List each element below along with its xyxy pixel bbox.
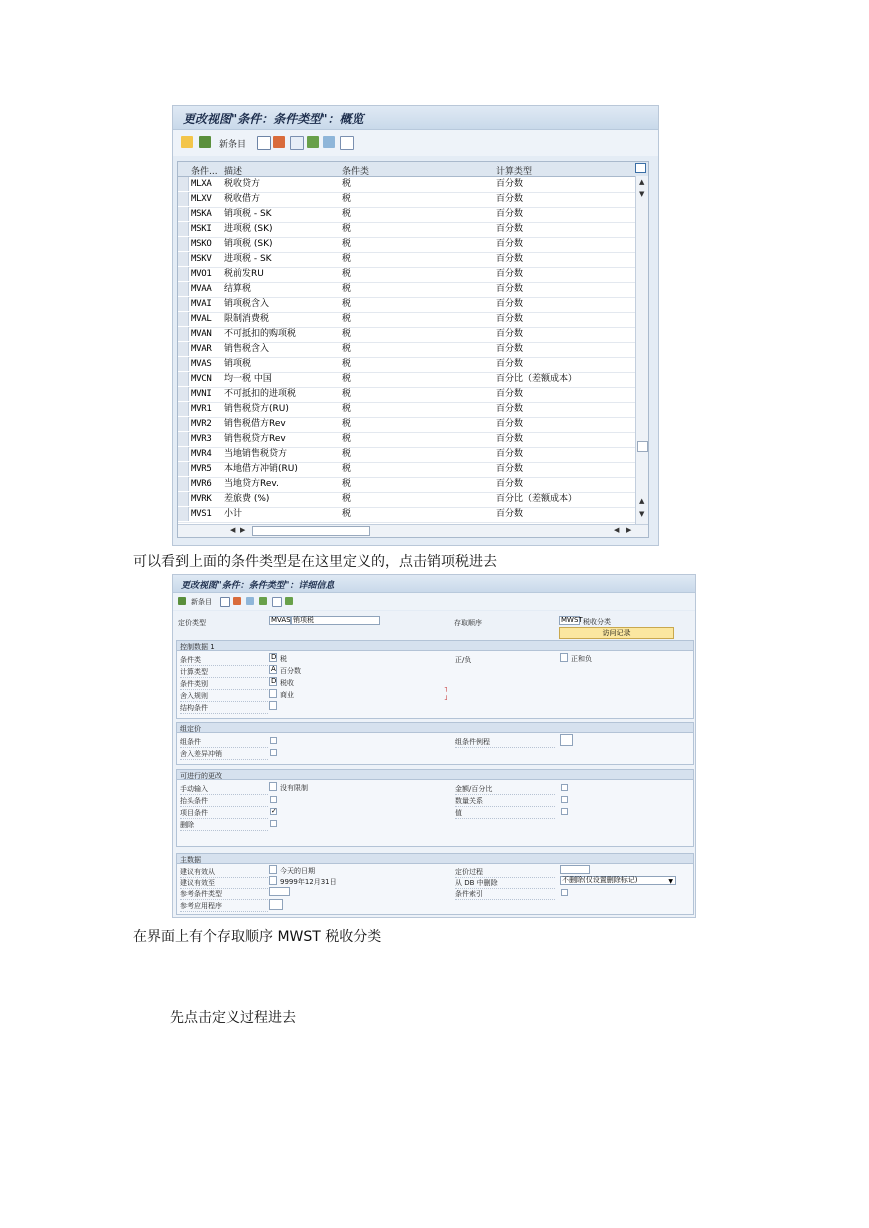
row-selector[interactable] <box>178 237 189 251</box>
quantity-relation-label: 数量关系 <box>455 796 555 807</box>
condition-class-cell: 税 <box>342 269 352 279</box>
condition-class-cell: 税 <box>342 389 352 399</box>
condition-code-cell[interactable]: MVAS <box>191 359 212 369</box>
group-control-data <box>176 640 694 719</box>
valid-to-input[interactable] <box>269 876 277 885</box>
valid-from-text: 今天的日期 <box>280 867 315 875</box>
table-row[interactable] <box>178 462 636 478</box>
calculation-type-cell: 百分比（差额成本） <box>496 374 578 384</box>
title-bar <box>173 106 658 130</box>
condition-code-cell[interactable]: MVCN <box>191 374 212 384</box>
calculation-type-cell: 百分数 <box>496 329 524 339</box>
reference-application-label: 参考应用程序 <box>180 901 268 912</box>
table-row[interactable] <box>178 297 636 313</box>
condition-type-input[interactable]: MVAS <box>271 616 291 624</box>
detail-form <box>173 611 695 918</box>
display-change-icon[interactable] <box>178 597 186 605</box>
group-master-data <box>176 853 694 915</box>
condition-code-cell[interactable]: MVNI <box>191 389 212 399</box>
column-header-condition[interactable]: 条件... <box>191 167 218 177</box>
condition-types-table <box>177 161 649 538</box>
group-title: 组定价 <box>180 725 201 733</box>
valid-from-label: 建议有效从 <box>180 867 268 878</box>
new-entries-button[interactable]: 新条目 <box>191 598 212 606</box>
description-cell: 税收贷方 <box>224 179 261 189</box>
delete-from-db-select[interactable] <box>560 876 676 885</box>
description-cell: 进项税 - SK <box>224 254 272 264</box>
valid-to-label: 建议有效至 <box>180 878 268 889</box>
select-block-icon[interactable] <box>323 136 335 148</box>
table-row[interactable] <box>178 267 636 283</box>
condition-code-cell[interactable]: MSKA <box>191 209 212 219</box>
condition-code-cell[interactable]: MLXA <box>191 179 212 189</box>
table-row[interactable] <box>178 237 636 253</box>
condition-code-cell[interactable]: MVR2 <box>191 419 212 429</box>
title-bar <box>173 575 695 593</box>
calculation-type-cell: 百分数 <box>496 464 524 474</box>
row-selector[interactable] <box>178 297 189 311</box>
edit-icon[interactable] <box>181 136 193 148</box>
column-header-condition-class[interactable]: 条件类 <box>342 167 370 177</box>
row-selector[interactable] <box>178 327 189 341</box>
table-row[interactable] <box>178 507 636 523</box>
caption-2: 在界面上有个存取顺序 MWST 税收分类 <box>133 929 382 945</box>
table-row[interactable] <box>178 342 636 358</box>
new-entries-button[interactable]: 新条目 <box>219 140 247 150</box>
calculation-type-cell: 百分数 <box>496 284 524 294</box>
toolbar <box>173 130 658 156</box>
condition-code-cell[interactable]: MVAR <box>191 344 212 354</box>
table-row[interactable] <box>178 327 636 343</box>
scroll-thumb[interactable] <box>252 526 370 536</box>
description-cell: 当地销售税贷方 <box>224 449 288 459</box>
row-selector[interactable] <box>178 207 189 221</box>
calculation-type-cell: 百分比（差额成本） <box>496 494 578 504</box>
value-checkbox[interactable] <box>561 808 568 815</box>
calculation-type-cell: 百分数 <box>496 509 524 519</box>
cursor-bracket-icon: ˥ <box>444 686 448 694</box>
calculation-type-cell: 百分数 <box>496 449 524 459</box>
calculation-type-cell: 百分数 <box>496 209 524 219</box>
group-condition-checkbox[interactable] <box>270 737 277 744</box>
structure-condition-label: 结构条件 <box>180 703 268 714</box>
header-condition-label: 抬头条件 <box>180 796 268 807</box>
condition-class-cell: 税 <box>342 224 352 234</box>
row-selector[interactable] <box>178 222 189 236</box>
condition-category-text: 税收 <box>280 679 294 687</box>
window-title: 更改视图"条件：条件类型"：详细信息 <box>181 581 335 591</box>
condition-class-cell: 税 <box>342 194 352 204</box>
description-cell: 当地贷方Rev. <box>224 479 279 489</box>
condition-class-cell: 税 <box>342 299 352 309</box>
row-selector[interactable] <box>178 447 189 461</box>
description-cell: 结算税 <box>224 284 252 294</box>
condition-type-label: 定价类型 <box>178 619 206 627</box>
calculation-type-cell: 百分数 <box>496 479 524 489</box>
row-selector[interactable] <box>178 312 189 326</box>
calculation-type-cell: 百分数 <box>496 269 524 279</box>
condition-class-input[interactable]: D <box>271 653 277 661</box>
table-row[interactable] <box>178 432 636 448</box>
group-title: 可进行的更改 <box>180 772 222 780</box>
reference-condition-type-label: 参考条件类型 <box>180 889 268 900</box>
condition-index-checkbox[interactable] <box>561 889 568 896</box>
group-title: 主数据 <box>180 856 201 864</box>
calculation-type-text: 百分数 <box>280 667 301 675</box>
toolbar <box>173 593 695 610</box>
table-row[interactable] <box>178 282 636 298</box>
calculation-type-cell: 百分数 <box>496 359 524 369</box>
column-header-description[interactable]: 描述 <box>224 167 243 177</box>
condition-class-label: 条件类 <box>180 655 268 666</box>
description-cell: 销项税 (SK) <box>224 239 273 249</box>
select-all-icon[interactable] <box>307 136 319 148</box>
pricing-procedure-label: 定价过程 <box>455 867 555 878</box>
records-for-access-button[interactable]: 访问记录 <box>559 627 674 639</box>
table-row[interactable] <box>178 222 636 238</box>
valid-from-input[interactable] <box>269 865 277 874</box>
group-routine-label: 组条件例程 <box>455 737 555 748</box>
condition-code-cell[interactable]: MSKO <box>191 239 212 249</box>
table-row[interactable] <box>178 447 636 463</box>
caption-3: 先点击定义过程进去 <box>170 1010 296 1026</box>
cursor-bracket-icon: ˩ <box>444 694 448 702</box>
row-selector[interactable] <box>178 462 189 476</box>
condition-category-input[interactable]: D <box>271 677 277 685</box>
calculation-type-cell: 百分数 <box>496 299 524 309</box>
description-cell: 差旅费 (%) <box>224 494 270 504</box>
manual-entry-input[interactable] <box>269 782 277 791</box>
condition-category-label: 条件类别 <box>180 679 268 690</box>
row-selector[interactable] <box>178 507 189 521</box>
condition-type-detail-screenshot <box>172 574 696 918</box>
calculation-type-input[interactable]: A <box>271 665 276 673</box>
condition-code-cell[interactable]: MVR3 <box>191 434 212 444</box>
table-row[interactable] <box>178 387 636 403</box>
condition-class-cell: 税 <box>342 449 352 459</box>
condition-code-cell[interactable]: MVAL <box>191 314 212 324</box>
row-selector[interactable] <box>178 357 189 371</box>
delete-from-db-label: 从 DB 中删除 <box>455 878 555 889</box>
condition-class-cell: 税 <box>342 179 352 189</box>
condition-class-cell: 税 <box>342 239 352 249</box>
row-selector[interactable] <box>178 177 189 191</box>
condition-code-cell[interactable]: MVO1 <box>191 269 212 279</box>
condition-code-cell[interactable]: MSKI <box>191 224 212 234</box>
condition-class-cell: 税 <box>342 329 352 339</box>
amount-percent-label: 金额/百分比 <box>455 784 555 795</box>
pricing-procedure-input[interactable] <box>560 865 590 874</box>
description-cell: 本地借方冲销(RU) <box>224 464 298 474</box>
rounding-difference-checkbox[interactable] <box>270 749 277 756</box>
calculation-type-cell: 百分数 <box>496 434 524 444</box>
table-row[interactable] <box>178 192 636 208</box>
vertical-scrollbar[interactable] <box>635 176 648 525</box>
condition-code-cell[interactable]: MVS1 <box>191 509 212 519</box>
condition-class-cell: 税 <box>342 344 352 354</box>
table-row[interactable] <box>178 252 636 268</box>
manual-entry-text: 没有限制 <box>280 784 308 792</box>
plus-minus-input[interactable] <box>560 653 568 662</box>
table-row[interactable] <box>178 177 636 193</box>
description-cell: 销售税贷方(RU) <box>224 404 289 414</box>
delete-label: 删除 <box>180 820 268 831</box>
condition-class-cell: 税 <box>342 254 352 264</box>
condition-code-cell[interactable]: MVR6 <box>191 479 212 489</box>
condition-class-cell: 税 <box>342 209 352 219</box>
description-cell: 限制消费税 <box>224 314 270 324</box>
scroll-left-icon[interactable]: ◀ <box>614 526 620 534</box>
row-selector[interactable] <box>178 372 189 386</box>
calculation-type-cell: 百分数 <box>496 314 524 324</box>
value-label: 值 <box>455 808 555 819</box>
dropdown-arrow-icon[interactable]: ▼ <box>668 878 673 885</box>
calculation-type-cell: 百分数 <box>496 404 524 414</box>
condition-code-cell[interactable]: MVRK <box>191 494 212 504</box>
row-selector[interactable] <box>178 192 189 206</box>
manual-entry-label: 手动输入 <box>180 784 268 795</box>
condition-class-cell: 税 <box>342 494 352 504</box>
row-selector[interactable] <box>178 417 189 431</box>
header-condition-checkbox[interactable] <box>270 796 277 803</box>
description-cell: 销售税借方Rev <box>224 419 286 429</box>
table-row[interactable] <box>178 492 636 508</box>
display-change-icon[interactable] <box>199 136 211 148</box>
condition-class-cell: 税 <box>342 359 352 369</box>
structure-condition-input[interactable] <box>269 701 277 710</box>
condition-types-overview-screenshot <box>172 105 659 546</box>
item-condition-checkbox[interactable]: ✓ <box>271 807 277 815</box>
condition-class-text: 税 <box>280 655 287 663</box>
next-entry-icon[interactable] <box>272 597 282 607</box>
row-selector[interactable] <box>178 492 189 506</box>
condition-code-cell[interactable]: MVR4 <box>191 449 212 459</box>
reference-condition-type-input[interactable] <box>269 887 290 896</box>
table-row[interactable] <box>178 312 636 328</box>
delete-from-db-value: 不删除(仅设置删除标记) <box>562 876 638 884</box>
quantity-relation-checkbox[interactable] <box>561 796 568 803</box>
row-selector[interactable] <box>178 402 189 416</box>
rounding-difference-label: 舍入差异冲销 <box>180 749 268 760</box>
description-cell: 不可抵扣的购项税 <box>224 329 297 339</box>
scroll-up-icon[interactable]: ▲ <box>639 497 645 505</box>
plus-minus-label: 正/负 <box>455 656 472 664</box>
scroll-down-icon[interactable]: ▼ <box>639 510 645 518</box>
description-cell: 进项税 (SK) <box>224 224 273 234</box>
rounding-rule-label: 舍入规则 <box>180 691 268 702</box>
condition-class-cell: 税 <box>342 479 352 489</box>
reference-application-input[interactable] <box>269 899 283 910</box>
table-row[interactable] <box>178 372 636 388</box>
column-header-calculation-type[interactable]: 计算类型 <box>496 167 533 177</box>
deselect-all-icon[interactable] <box>340 136 354 150</box>
condition-code-cell[interactable]: MVAA <box>191 284 212 294</box>
row-selector[interactable] <box>178 282 189 296</box>
row-selector[interactable] <box>178 342 189 356</box>
copy-icon[interactable] <box>220 597 230 607</box>
delete-checkbox[interactable] <box>270 820 277 827</box>
scroll-right-icon[interactable]: ▶ <box>626 526 632 534</box>
description-cell: 销项税含入 <box>224 299 270 309</box>
previous-entry-icon[interactable] <box>259 597 267 605</box>
condition-index-label: 条件索引 <box>455 889 555 900</box>
condition-code-cell[interactable]: MLXV <box>191 194 212 204</box>
table-row[interactable] <box>178 417 636 433</box>
calculation-type-cell: 百分数 <box>496 344 524 354</box>
condition-code-cell[interactable]: MVR5 <box>191 464 212 474</box>
calculation-type-cell: 百分数 <box>496 194 524 204</box>
condition-class-cell: 税 <box>342 284 352 294</box>
scroll-down-icon[interactable]: ▼ <box>639 190 645 198</box>
rounding-rule-input[interactable] <box>269 689 277 698</box>
description-cell: 税收借方 <box>224 194 261 204</box>
scroll-right-icon[interactable]: ▶ <box>240 526 246 534</box>
condition-code-cell[interactable]: MVAN <box>191 329 212 339</box>
rounding-rule-text: 商业 <box>280 691 294 699</box>
condition-code-cell[interactable]: MVAI <box>191 299 212 309</box>
group-changes <box>176 769 694 847</box>
delete-icon[interactable] <box>233 597 241 605</box>
condition-class-cell: 税 <box>342 314 352 324</box>
access-sequence-label: 存取顺序 <box>454 619 482 627</box>
description-cell: 税前发RU <box>224 269 264 279</box>
description-cell: 不可抵扣的进项税 <box>224 389 297 399</box>
condition-code-cell[interactable]: MSKV <box>191 254 212 264</box>
window-title: 更改视图"条件：条件类型"：概览 <box>183 112 364 126</box>
calculation-type-cell: 百分数 <box>496 239 524 249</box>
valid-to-text: 9999年12月31日 <box>280 878 337 886</box>
condition-class-cell: 税 <box>342 419 352 429</box>
description-cell: 销项税 <box>224 359 252 369</box>
table-row[interactable] <box>178 477 636 493</box>
access-sequence-name: 税收分类 <box>583 618 611 626</box>
condition-class-cell: 税 <box>342 374 352 384</box>
undo-icon[interactable] <box>246 597 254 605</box>
undo-icon[interactable] <box>290 136 304 150</box>
scroll-thumb[interactable] <box>637 441 648 452</box>
table-row[interactable] <box>178 402 636 418</box>
access-sequence-input[interactable]: MWST <box>561 616 583 624</box>
description-cell: 销项税 - SK <box>224 209 272 219</box>
calculation-type-cell: 百分数 <box>496 224 524 234</box>
row-selector[interactable] <box>178 432 189 446</box>
condition-type-name-input[interactable]: 销项税 <box>291 616 380 625</box>
description-cell: 小计 <box>224 509 243 519</box>
copy-icon[interactable] <box>257 136 271 150</box>
caption-1: 可以看到上面的条件类型是在这里定义的，点击销项税进去 <box>133 554 497 570</box>
description-cell: 均一税 中国 <box>224 374 272 384</box>
condition-class-cell: 税 <box>342 464 352 474</box>
other-entry-icon[interactable] <box>285 597 293 605</box>
group-condition-label: 组条件 <box>180 737 268 748</box>
row-selector[interactable] <box>178 387 189 401</box>
amount-percent-checkbox[interactable] <box>561 784 568 791</box>
condition-class-cell: 税 <box>342 509 352 519</box>
table-row[interactable] <box>178 207 636 223</box>
row-selector[interactable] <box>178 252 189 266</box>
calculation-type-cell: 百分数 <box>496 254 524 264</box>
group-routine-input[interactable] <box>560 734 573 746</box>
delete-icon[interactable] <box>273 136 285 148</box>
group-group-condition <box>176 722 694 765</box>
calculation-type-cell: 百分数 <box>496 389 524 399</box>
condition-class-cell: 税 <box>342 434 352 444</box>
description-cell: 销售税贷方Rev <box>224 434 286 444</box>
calculation-type-cell: 百分数 <box>496 179 524 189</box>
group-title: 控制数据 1 <box>180 643 215 651</box>
condition-code-cell[interactable]: MVR1 <box>191 404 212 414</box>
table-settings-icon[interactable] <box>635 163 646 173</box>
calculation-type-label: 计算类型 <box>180 667 268 678</box>
row-selector[interactable] <box>178 477 189 491</box>
description-cell: 销售税含入 <box>224 344 270 354</box>
table-row[interactable] <box>178 357 636 373</box>
calculation-type-cell: 百分数 <box>496 419 524 429</box>
scroll-up-icon[interactable]: ▲ <box>639 178 645 186</box>
plus-minus-text: 正和负 <box>571 655 592 663</box>
table-header <box>178 162 648 177</box>
condition-class-cell: 税 <box>342 404 352 414</box>
item-condition-label: 项目条件 <box>180 808 268 819</box>
horizontal-scrollbar[interactable] <box>178 524 648 537</box>
row-selector[interactable] <box>178 267 189 281</box>
scroll-left-icon[interactable]: ◀ <box>230 526 236 534</box>
